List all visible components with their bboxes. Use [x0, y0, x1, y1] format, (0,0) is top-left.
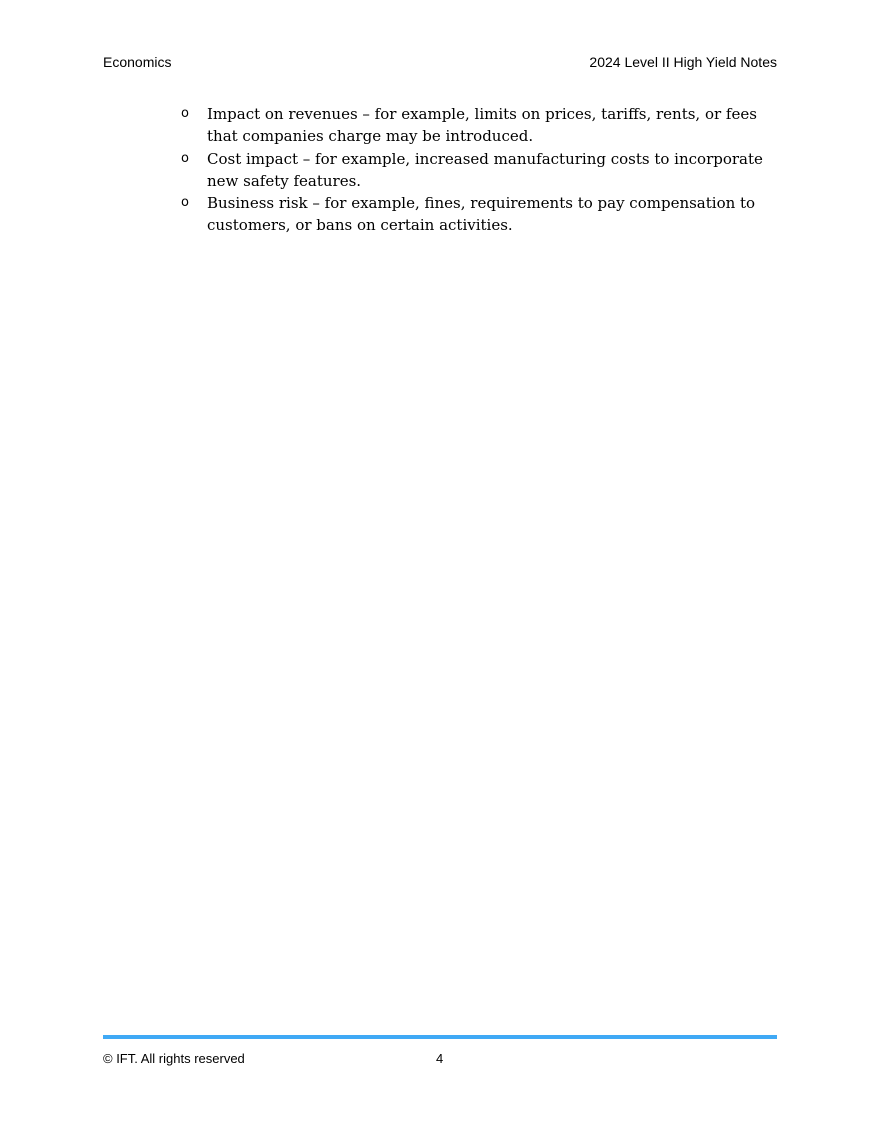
list-item — [181, 103, 781, 148]
bullet-marker: o — [181, 195, 189, 211]
header-subject: Economics — [103, 54, 172, 70]
footer-divider — [103, 1035, 777, 1039]
copyright-notice: © IFT. All rights reserved — [103, 1051, 245, 1066]
page-number: 4 — [436, 1051, 444, 1066]
header-title: 2024 Level II High Yield Notes — [589, 54, 777, 70]
bullet-text-business-risk: Business risk – for example, fines, requirements to pay compensation to customers, or bans on certain activities. — [207, 194, 756, 235]
bullet-list — [181, 103, 781, 237]
page-footer — [103, 1050, 777, 1070]
list-item — [181, 192, 781, 237]
bullet-marker: o — [181, 106, 189, 121]
bullet-text-cost-impact: Cost impact – for example, increased manufacturing costs to incorporate new safety features. — [207, 149, 763, 190]
list-item — [181, 148, 781, 193]
bullet-text-revenues: Impact on revenues – for example, limits on prices, tariffs, rents, or fees that companies charge may be introduced. — [207, 105, 757, 146]
page-header — [103, 53, 777, 73]
bullet-marker: o — [181, 150, 189, 166]
